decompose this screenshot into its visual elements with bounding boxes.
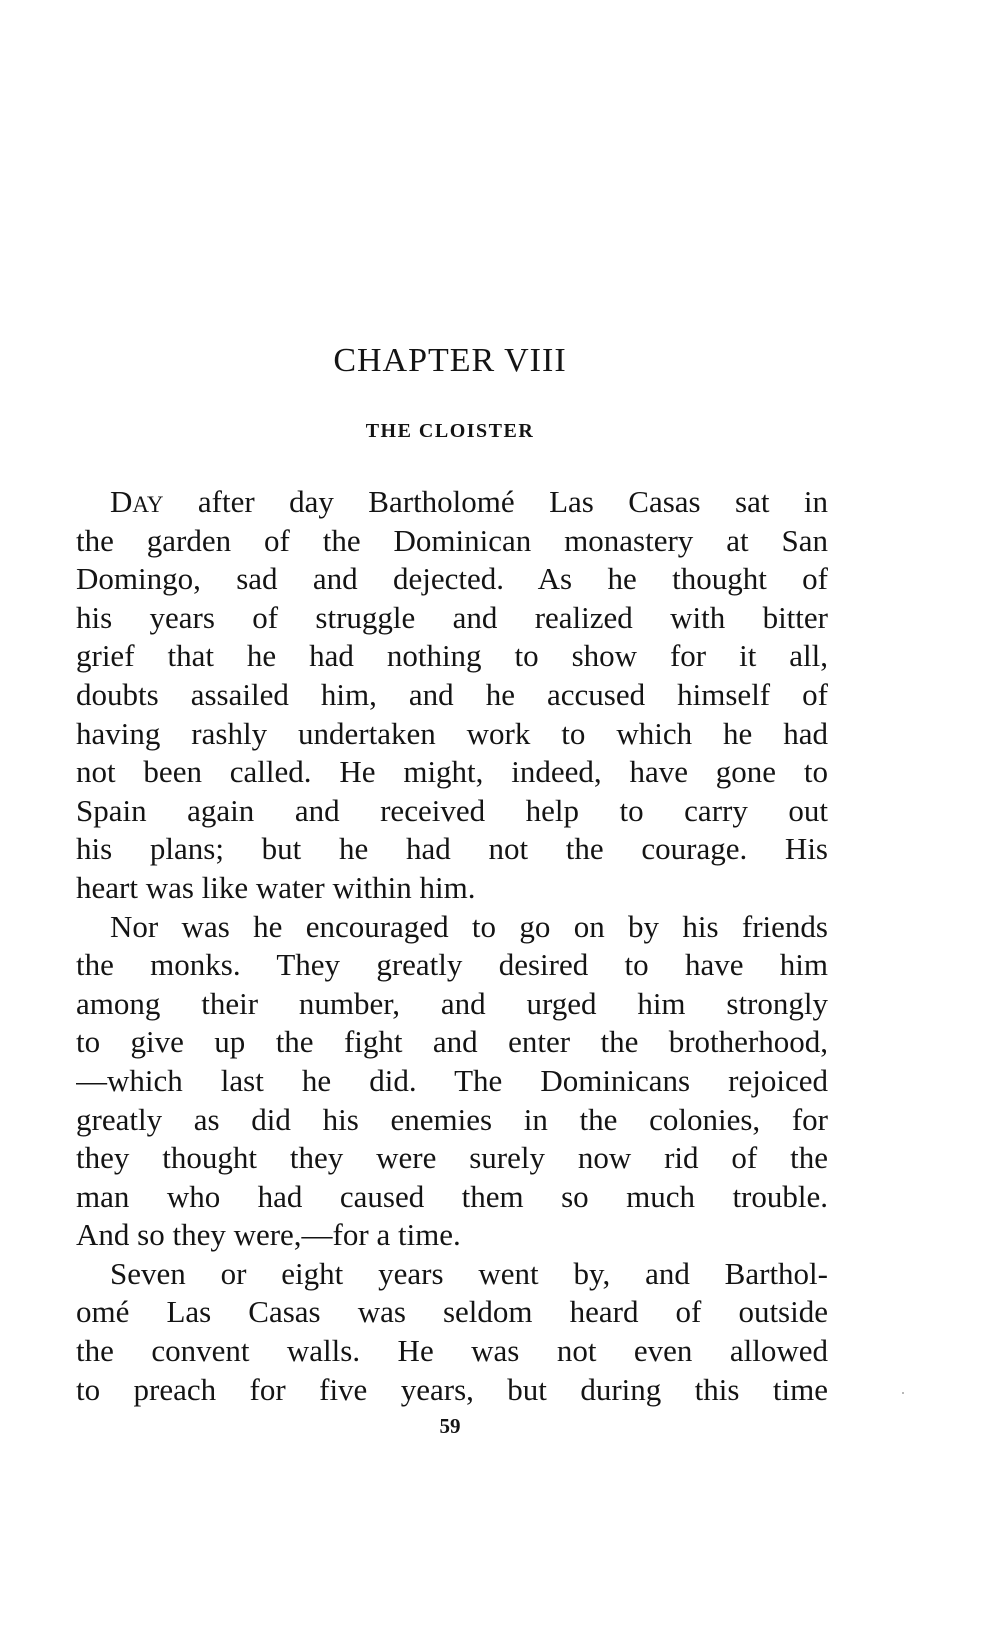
- paragraph-line: the garden of the Dominican monastery at San: [76, 522, 828, 558]
- scan-speck: [902, 1392, 904, 1394]
- paragraph-line: —which last he did. The Dominicans rejoiced: [76, 1062, 828, 1098]
- chapter-subtitle: THE CLOISTER: [365, 420, 535, 442]
- paragraph-line: Domingo, sad and dejected. As he thought of: [76, 561, 828, 597]
- paragraph-line: to preach for five years, but during this time: [76, 1371, 828, 1407]
- paragraph-line: greatly as did his enemies in the colonies, for: [76, 1101, 828, 1137]
- paragraph-line: his years of struggle and realized with bitter: [76, 599, 828, 635]
- paragraph-line: heart was like water within him.: [76, 869, 476, 905]
- first-line-text: after day Bartholomé Las Casas sat in: [163, 484, 828, 519]
- paragraph-line: man who had caused them so much trouble.: [76, 1178, 828, 1214]
- drop-initial: D: [110, 484, 133, 519]
- paragraph-line: [76, 483, 828, 522]
- paragraph-line: to give up the fight and enter the brotherhood,: [76, 1024, 828, 1060]
- small-caps-word: AY: [132, 492, 164, 517]
- paragraph-line: his plans; but he had not the courage. His: [76, 831, 828, 867]
- paragraph-line: the convent walls. He was not even allowed: [76, 1333, 828, 1369]
- paragraph-line: Seven or eight years went by, and Barthol-: [110, 1255, 828, 1291]
- paragraph-line: And so they were,—for a time.: [76, 1217, 461, 1253]
- body-text: [76, 483, 828, 1409]
- paragraph-line: Spain again and received help to carry out: [76, 792, 828, 828]
- paragraph-line: omé Las Casas was seldom heard of outside: [76, 1294, 828, 1330]
- paragraph-line: the monks. They greatly desired to have him: [76, 947, 828, 983]
- paragraph-line: doubts assailed him, and he accused himself of: [76, 676, 828, 712]
- chapter-title: CHAPTER VIII: [333, 342, 567, 379]
- paragraph-line: Nor was he encouraged to go on by his friends: [110, 908, 828, 944]
- paragraph-line: they thought they were surely now rid of the: [76, 1140, 828, 1176]
- paragraph-line: having rashly undertaken work to which he had: [76, 715, 828, 751]
- page-number: 59: [439, 1414, 461, 1438]
- paragraph-line: among their number, and urged him strongly: [76, 985, 828, 1021]
- paragraph-line: grief that he had nothing to show for it all,: [76, 638, 828, 674]
- paragraph-line: not been called. He might, indeed, have gone to: [76, 754, 828, 790]
